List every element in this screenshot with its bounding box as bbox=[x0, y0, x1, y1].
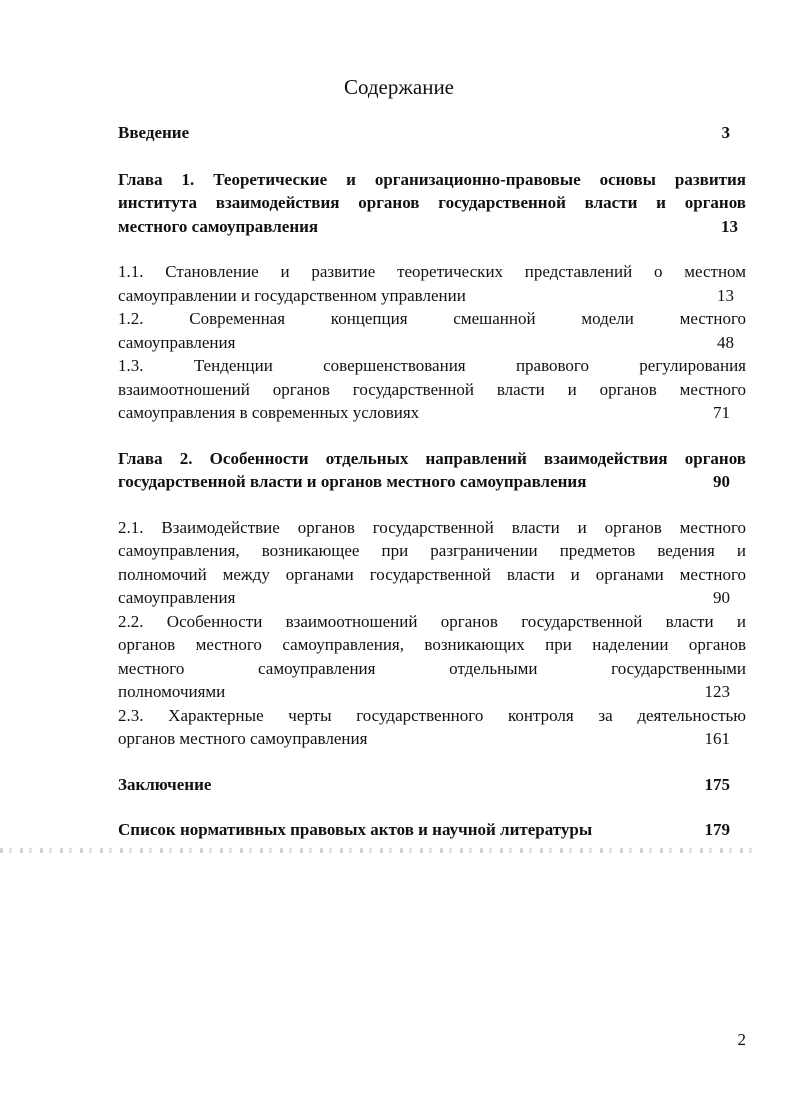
toc-section-1-1[interactable] bbox=[118, 260, 746, 307]
toc-section-1-3[interactable] bbox=[118, 354, 746, 425]
toc-chapter-line: Глава 2. Особенности отдельных направлений взаимодействия органов bbox=[118, 448, 746, 468]
toc-entry-references[interactable] bbox=[118, 818, 746, 842]
toc-entry-page: 48 bbox=[717, 332, 734, 352]
toc-entry-page: 90 bbox=[713, 472, 730, 491]
toc-chapter-2[interactable] bbox=[118, 447, 746, 494]
toc-entry-page: 3 bbox=[721, 123, 730, 142]
toc-section-2-1[interactable] bbox=[118, 516, 746, 610]
toc-section-1-2[interactable] bbox=[118, 307, 746, 354]
toc-chapter-line: местного самоуправления bbox=[118, 216, 319, 236]
toc-chapter-line: института взаимодействия органов государственной власти и органов bbox=[118, 193, 746, 212]
toc-section-last-row bbox=[118, 680, 746, 704]
toc-section-line: 1.2. Современная концепция смешанной модели местного bbox=[118, 309, 746, 328]
toc-section-2-2[interactable] bbox=[118, 610, 746, 704]
toc-section-line: 2.1. Взаимодействие органов государственной власти и органов местного bbox=[118, 517, 746, 537]
toc-entry-page: 123 bbox=[704, 682, 730, 701]
toc-section-line: взаимоотношений органов государственной власти и органов местного bbox=[118, 379, 746, 399]
toc-chapter-last-row bbox=[118, 470, 746, 494]
toc-entry-page: 90 bbox=[713, 588, 730, 607]
toc-entry-label: Список нормативных правовых актов и научной литературы bbox=[118, 820, 593, 839]
toc-entry-label: Введение bbox=[118, 123, 190, 142]
page-title: Содержание bbox=[343, 75, 455, 99]
toc-section-last-row bbox=[118, 586, 746, 610]
toc-entry-page: 161 bbox=[704, 729, 730, 748]
toc-entry-page: 13 bbox=[717, 285, 734, 305]
toc-chapter-last-row bbox=[118, 215, 746, 239]
toc-chapter-line: Глава 1. Теоретические и организационно-правовые основы развития bbox=[118, 169, 746, 189]
toc-section-line: полномочий между органами государственной власти и органами местного bbox=[118, 564, 746, 584]
toc-section-line: самоуправления, возникающее при разграничении предметов ведения и bbox=[118, 541, 746, 560]
toc-section-line: самоуправлении и государственном управлении bbox=[118, 285, 466, 305]
toc-section-line: 2.2. Особенности взаимоотношений органов государственной власти и bbox=[118, 611, 746, 631]
toc-entry-intro[interactable] bbox=[118, 121, 746, 145]
toc-section-line: самоуправления в современных условиях bbox=[118, 403, 420, 422]
toc-section-line: 1.1. Становление и развитие теоретических представлений о местном bbox=[118, 262, 746, 281]
toc-section-line: самоуправления bbox=[118, 588, 236, 607]
toc-section-line: органов местного самоуправления bbox=[118, 729, 368, 748]
table-of-contents bbox=[118, 121, 746, 842]
toc-section-line: органов местного самоуправления, возникающих при наделении органов bbox=[118, 635, 746, 654]
toc-section-line: 2.3. Характерные черты государственного контроля за деятельностью bbox=[118, 705, 746, 725]
toc-section-2-3[interactable] bbox=[118, 704, 746, 751]
toc-section-last-row bbox=[118, 284, 746, 308]
toc-section-line: 1.3. Тенденции совершенствования правового регулирования bbox=[118, 356, 746, 375]
toc-section-last-row bbox=[118, 331, 746, 355]
toc-entry-page: 175 bbox=[704, 774, 730, 794]
toc-entry-page: 179 bbox=[704, 820, 730, 839]
toc-section-last-row bbox=[118, 401, 746, 425]
page-number: 2 bbox=[737, 1030, 746, 1049]
toc-entry-page: 13 bbox=[721, 216, 738, 236]
toc-section-line: местного самоуправления отдельными государственными bbox=[118, 658, 746, 678]
toc-entry-label: Заключение bbox=[118, 774, 212, 794]
toc-section-line: полномочиями bbox=[118, 682, 226, 701]
toc-entry-conclusion[interactable] bbox=[118, 773, 746, 797]
toc-section-line: самоуправления bbox=[118, 332, 236, 352]
scan-noise-line bbox=[0, 848, 760, 853]
toc-chapter-1[interactable] bbox=[118, 168, 746, 239]
toc-entry-page: 71 bbox=[713, 403, 730, 422]
toc-chapter-line: государственной власти и органов местного самоуправления bbox=[118, 472, 587, 491]
toc-section-last-row bbox=[118, 727, 746, 751]
